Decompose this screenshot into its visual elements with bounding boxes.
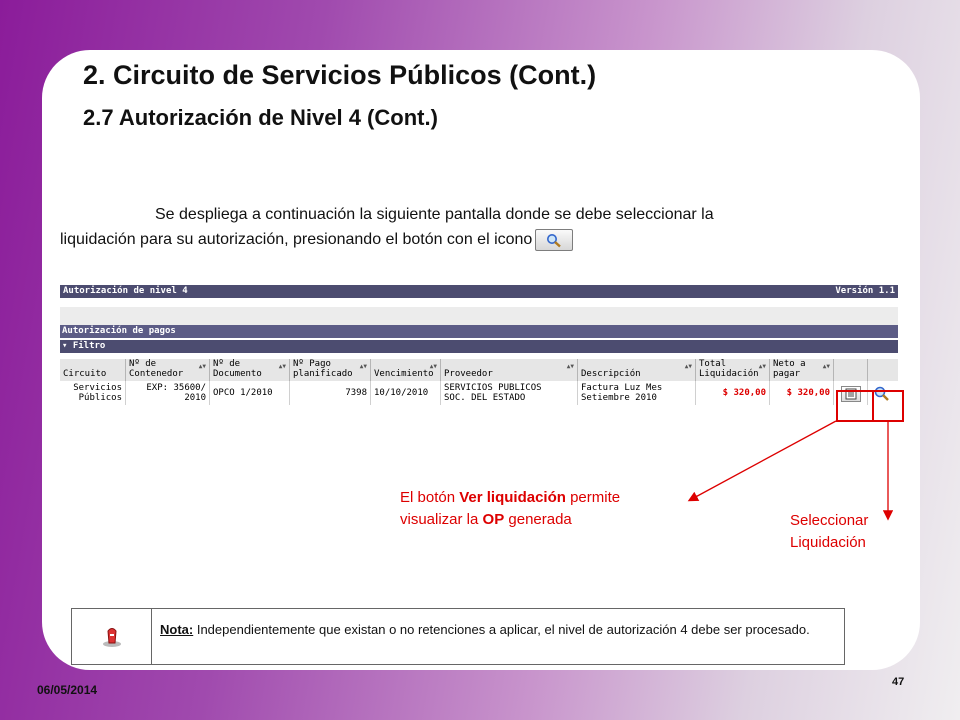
intro-line-2: liquidación para su autorización, presionando el botón con el icono [60,231,533,248]
col-neto[interactable]: ▲▼ Neto a pagar [770,359,834,381]
sort-arrows-icon: ▲▼ [684,363,692,370]
ver-liquidacion-callout: El botón Ver liquidación permite visualizar la OP generada [400,489,621,528]
cell-documento: OPCO 1/2010 [210,381,290,405]
col-circuito[interactable]: Circuito [60,359,126,381]
cell-descripcion: Factura Luz Mes Setiembre 2010 [578,381,696,405]
slide-title: 2. Circuito de Servicios Públicos (Cont.) [83,60,597,90]
cell-circuito: Servicios Públicos [60,381,126,405]
intro-line-1: Se despliega a continuación la siguiente pantalla donde se debe seleccionar la [155,206,714,223]
cell-vencimiento: 10/10/2010 [371,381,441,405]
filter-toggle[interactable]: ▾ Filtro [60,340,898,353]
footer-date: 06/05/2014 [37,683,98,697]
note-text: Nota: Independientemente que existan o no retenciones a aplicar, el nivel de autorización 4 debe ser procesado. [160,622,810,637]
seleccionar-callout: Seleccionar Liquidación [790,512,869,551]
app-title: Autorización de nivel 4 [63,286,188,296]
slide-subtitle: 2.7 Autorización de Nivel 4 (Cont.) [83,105,438,130]
sort-arrows-icon: ▲▼ [566,363,574,370]
sort-arrows-icon: ▲▼ [822,363,830,370]
app-version: Versión 1.1 [835,286,895,296]
col-pago[interactable]: ▲▼ Nº Pago planificado [290,359,371,381]
page-number: 47 [892,676,905,688]
cell-pago: 7398 [290,381,371,405]
sort-arrows-icon: ▲▼ [758,363,766,370]
sort-arrows-icon: ▲▼ [198,363,206,370]
note-box [71,608,845,665]
cell-neto: $ 320,00 [770,381,834,405]
section-header: Autorización de pagos [60,325,898,338]
col-total[interactable]: ▲▼ Total Liquidación [696,359,770,381]
warning-sign-icon [72,609,152,664]
col-documento[interactable]: ▲▼ Nº de Documento [210,359,290,381]
col-descripcion[interactable]: ▲▼ Descripción [578,359,696,381]
cell-total: $ 320,00 [696,381,770,405]
sort-arrows-icon: ▲▼ [278,363,286,370]
cell-proveedor: SERVICIOS PUBLICOS SOC. DEL ESTADO [441,381,578,405]
col-proveedor[interactable]: ▲▼ Proveedor [441,359,578,381]
sort-arrows-icon: ▲▼ [359,363,367,370]
sort-arrows-icon: ▲▼ [429,363,437,370]
col-vencimiento[interactable]: ▲▼ Vencimiento [371,359,441,381]
col-contenedor[interactable]: ▲▼ Nº de Contenedor [126,359,210,381]
cell-contenedor: EXP: 35600/ 2010 [126,381,210,405]
